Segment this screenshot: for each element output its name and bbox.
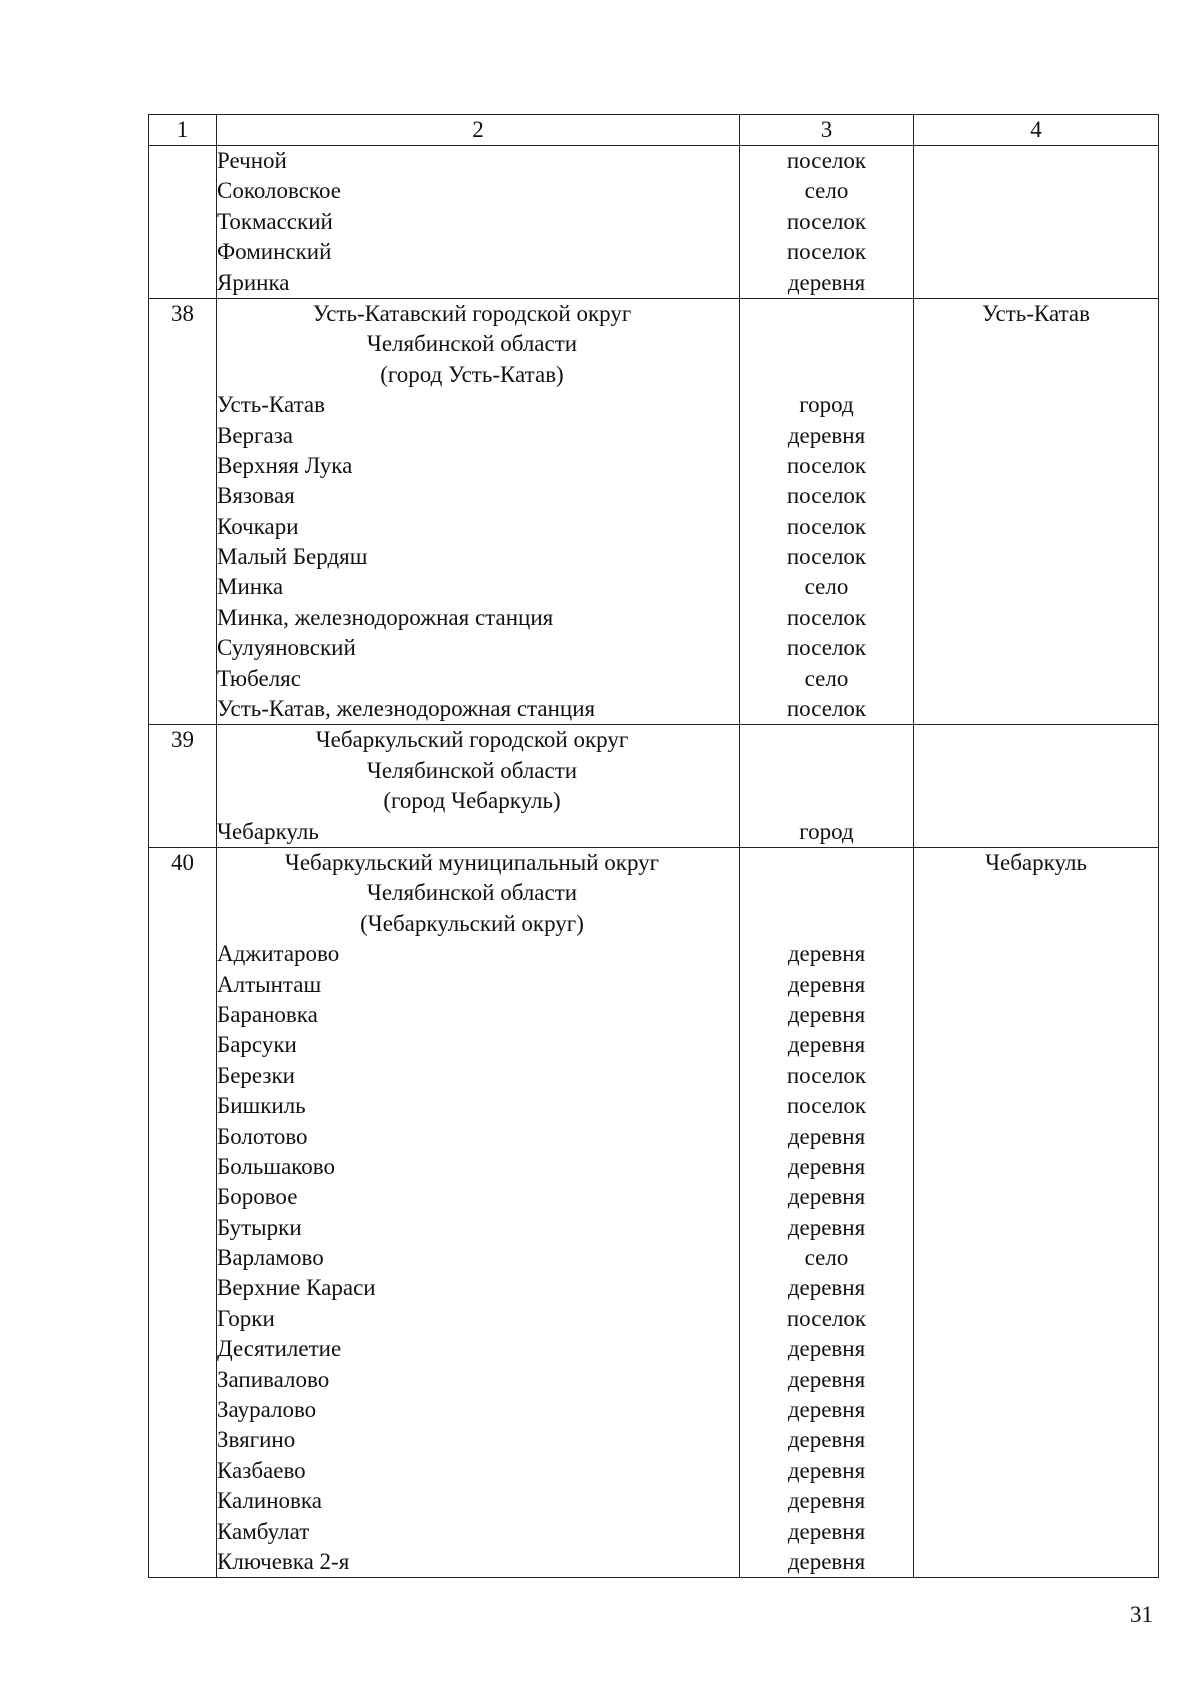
row-number: 40	[149, 847, 217, 1577]
settlement-type: деревня	[787, 941, 866, 967]
settlement-type: поселок	[786, 604, 867, 630]
table-row-39	[149, 725, 1159, 848]
settlement-name: Алтынташ	[217, 971, 322, 997]
settlement-type: село	[804, 665, 849, 691]
settlement-name: Вергаза	[217, 422, 293, 448]
district-title: Челябинской области	[366, 880, 578, 906]
settlement-type: деревня	[787, 422, 866, 448]
settlement-name: Ключевка 2-я	[217, 1548, 350, 1574]
district-title: Чебаркульский городской округ	[315, 727, 629, 753]
district-title: Чебаркульский муниципальный округ	[284, 849, 660, 875]
settlement-type: поселок	[786, 148, 867, 173]
settlement-type: деревня	[787, 1427, 866, 1453]
settlement-types-cell	[740, 146, 914, 299]
district-title: (город Чебаркуль)	[383, 788, 561, 814]
settlement-type: деревня	[787, 1336, 866, 1362]
settlement-name: Камбулат	[217, 1518, 310, 1544]
header-col-4: 4	[914, 115, 1159, 146]
settlements-table	[148, 114, 1159, 1578]
page-number: 31	[1130, 1602, 1153, 1627]
admin-center: Чебаркуль	[914, 847, 1159, 1577]
settlement-name: Фоминский	[217, 239, 332, 265]
table-row-38	[149, 298, 1159, 724]
district-title: Усть-Катавский городской округ	[312, 300, 632, 326]
admin-center-cell	[914, 146, 1159, 299]
settlement-name: Звягино	[217, 1427, 296, 1453]
settlement-type: деревня	[787, 1123, 866, 1149]
row-number: 38	[149, 298, 217, 724]
settlement-name: Яринка	[217, 269, 290, 295]
settlement-type: деревня	[787, 1366, 866, 1392]
settlement-name: Горки	[217, 1305, 275, 1331]
settlement-name: Запивалово	[217, 1366, 330, 1392]
settlement-name: Десятилетие	[217, 1336, 342, 1362]
settlement-type: деревня	[787, 1184, 866, 1210]
settlement-type: поселок	[786, 1062, 867, 1088]
settlement-type: поселок	[786, 452, 867, 478]
settlement-types-cell	[740, 725, 914, 848]
settlement-type: деревня	[787, 1214, 866, 1240]
table-header-row	[149, 115, 1159, 146]
settlement-name: Боровое	[217, 1184, 298, 1210]
settlement-names-cell	[217, 847, 740, 1577]
table-row-continued	[149, 146, 1159, 299]
settlement-name: Усть-Катав, железнодорожная станция	[217, 696, 596, 722]
admin-center	[914, 725, 1159, 848]
settlement-type: село	[804, 574, 849, 600]
admin-center: Усть-Катав	[914, 298, 1159, 724]
settlement-names-cell	[217, 298, 740, 724]
settlement-type: деревня	[787, 1153, 866, 1179]
settlement-name: Болотово	[217, 1123, 308, 1149]
settlement-name: Сулуяновский	[217, 635, 356, 661]
settlement-name: Соколовское	[217, 178, 341, 204]
settlement-type: город	[799, 818, 854, 844]
header-col-3: 3	[740, 115, 914, 146]
settlement-type: деревня	[787, 1397, 866, 1423]
settlement-type: село	[804, 1245, 849, 1271]
settlement-type: поселок	[786, 483, 867, 509]
district-title: (Чебаркульский округ)	[360, 910, 584, 936]
settlement-type: поселок	[786, 513, 867, 539]
settlement-type: деревня	[787, 1548, 866, 1574]
settlement-name: Аджитарово	[217, 941, 340, 967]
settlement-names-cell	[217, 725, 740, 848]
settlement-type: деревня	[787, 1032, 866, 1058]
settlement-type: поселок	[786, 208, 867, 234]
settlement-type: город	[799, 392, 854, 418]
settlement-types-cell	[740, 847, 914, 1577]
settlement-type: поселок	[786, 239, 867, 265]
settlement-name: Усть-Катав	[217, 392, 325, 418]
settlement-type: деревня	[787, 1275, 866, 1301]
settlement-name: Верхняя Лука	[217, 452, 353, 478]
settlement-name: Барановка	[217, 1001, 318, 1027]
settlement-type: поселок	[786, 1305, 867, 1331]
header-col-2: 2	[217, 115, 740, 146]
settlement-type: деревня	[787, 1457, 866, 1483]
row-number-cell	[149, 146, 217, 299]
district-title: Челябинской области	[366, 331, 578, 357]
settlement-name: Бишкиль	[217, 1093, 306, 1119]
row-number: 39	[149, 725, 217, 848]
settlement-names-cell	[217, 146, 740, 299]
settlement-name: Березки	[217, 1062, 295, 1088]
settlement-type: деревня	[787, 1518, 866, 1544]
settlement-name: Зауралово	[217, 1397, 317, 1423]
settlement-name: Тюбеляс	[217, 665, 301, 691]
settlement-name: Минка, железнодорожная станция	[217, 604, 554, 630]
settlement-type: поселок	[786, 696, 867, 722]
settlement-name: Речной	[217, 148, 287, 173]
settlement-name: Токмасский	[217, 208, 333, 234]
district-title: (город Усть-Катав)	[380, 361, 564, 387]
settlement-name: Казбаево	[217, 1457, 306, 1483]
table-row-40	[149, 847, 1159, 1577]
settlement-type: поселок	[786, 635, 867, 661]
settlement-name: Варламово	[217, 1245, 324, 1271]
settlement-type: деревня	[787, 269, 866, 295]
settlement-name: Малый Бердяш	[217, 544, 368, 570]
settlement-name: Барсуки	[217, 1032, 297, 1058]
header-col-1: 1	[149, 115, 217, 146]
settlement-type: поселок	[786, 1093, 867, 1119]
settlement-types-cell	[740, 298, 914, 724]
district-title: Челябинской области	[366, 757, 578, 783]
settlement-name: Бутырки	[217, 1214, 302, 1240]
settlement-type: деревня	[787, 971, 866, 997]
settlement-name: Кочкари	[217, 513, 299, 539]
settlement-name: Вязовая	[217, 483, 295, 509]
settlement-type: поселок	[786, 544, 867, 570]
settlement-name: Большаково	[217, 1153, 335, 1179]
settlement-name: Чебаркуль	[217, 818, 319, 844]
settlement-type: деревня	[787, 1488, 866, 1514]
settlement-name: Минка	[217, 574, 284, 600]
settlement-type: деревня	[787, 1001, 866, 1027]
settlement-name: Верхние Караси	[217, 1275, 376, 1301]
settlement-name: Калиновка	[217, 1488, 322, 1514]
settlement-type: село	[804, 178, 849, 204]
